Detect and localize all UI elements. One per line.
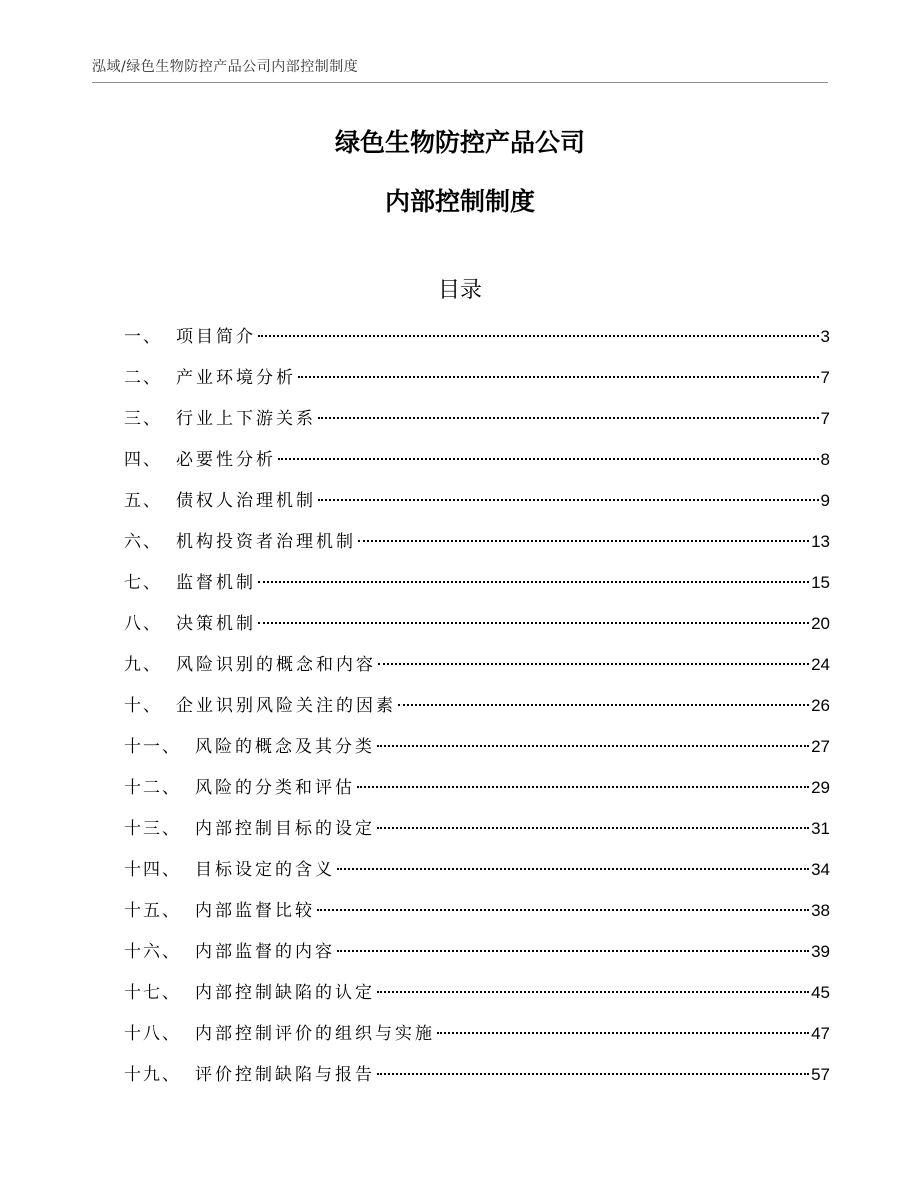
toc-dot-leader [337, 868, 809, 870]
toc-entry-title: 项目简介 [176, 327, 256, 347]
toc-entry[interactable] [124, 814, 830, 855]
toc-entry-title: 评价控制缺陷与报告 [195, 1065, 375, 1085]
toc-entry-title: 风险的概念及其分类 [195, 737, 375, 757]
toc-entry-title: 风险识别的概念和内容 [176, 655, 376, 675]
toc-entry-page: 57 [811, 1065, 830, 1084]
toc-entry-number: 十四、 [124, 860, 181, 880]
toc-entry-page: 31 [811, 819, 830, 838]
toc-dot-leader [398, 704, 809, 706]
toc-entry-number: 九、 [124, 655, 162, 675]
toc-dot-leader [298, 376, 819, 378]
toc-entry-title: 目标设定的含义 [195, 860, 335, 880]
toc-entry[interactable] [124, 691, 830, 732]
toc-entry[interactable] [124, 1019, 830, 1060]
toc-entry-page: 38 [811, 901, 830, 920]
toc-entry[interactable] [124, 486, 830, 527]
toc-entry-number: 十八、 [124, 1024, 181, 1044]
toc-entry-page: 24 [811, 655, 830, 674]
toc-entry[interactable] [124, 445, 830, 486]
toc-entry[interactable] [124, 568, 830, 609]
toc-entry-page: 15 [811, 573, 830, 592]
toc-entry-number: 十五、 [124, 901, 181, 921]
toc-entry-title: 风险的分类和评估 [195, 778, 355, 798]
toc-dot-leader [437, 1032, 809, 1034]
toc-entry[interactable] [124, 609, 830, 650]
toc-entry[interactable] [124, 527, 830, 568]
toc-entry[interactable] [124, 650, 830, 691]
toc-entry-title: 内部监督比较 [195, 901, 315, 921]
toc-entry-number: 十三、 [124, 819, 181, 839]
toc-entry-title: 内部控制评价的组织与实施 [195, 1024, 435, 1044]
toc-entry-number: 八、 [124, 614, 162, 634]
toc-entry-number: 二、 [124, 368, 162, 388]
toc-dot-leader [358, 540, 809, 542]
toc-entry[interactable] [124, 855, 830, 896]
toc-entry[interactable] [124, 404, 830, 445]
toc-entry[interactable] [124, 773, 830, 814]
toc-entry-page: 3 [820, 327, 830, 346]
toc-entry-number: 十九、 [124, 1065, 181, 1085]
toc-entry-number: 十七、 [124, 983, 181, 1003]
toc-entry-page: 45 [811, 983, 830, 1002]
toc-dot-leader [258, 581, 809, 583]
toc-entry-page: 26 [811, 696, 830, 715]
toc-entry-page: 39 [811, 942, 830, 961]
running-header: 泓域/绿色生物防控产品公司内部控制制度 [92, 59, 359, 75]
toc-entry-number: 七、 [124, 573, 162, 593]
toc-entry-number: 十、 [124, 696, 162, 716]
toc-dot-leader [377, 745, 809, 747]
toc-dot-leader [258, 335, 819, 337]
toc-entry-number: 六、 [124, 532, 162, 552]
toc-entry-title: 内部控制目标的设定 [195, 819, 375, 839]
toc-entry-title: 决策机制 [176, 614, 256, 634]
toc-dot-leader [317, 909, 809, 911]
toc-entry-page: 34 [811, 860, 830, 879]
toc-entry[interactable] [124, 978, 830, 1019]
toc-entry-title: 机构投资者治理机制 [176, 532, 356, 552]
toc-entry-number: 十六、 [124, 942, 181, 962]
toc-entry-title: 企业识别风险关注的因素 [176, 696, 396, 716]
toc-entry-number: 一、 [124, 327, 162, 347]
toc-entry[interactable] [124, 363, 830, 404]
toc-entry-page: 27 [811, 737, 830, 756]
toc-entry-page: 29 [811, 778, 830, 797]
document-subtitle: 内部控制制度 [384, 187, 535, 216]
table-of-contents [124, 322, 830, 1101]
toc-dot-leader [378, 663, 809, 665]
toc-entry-page: 9 [820, 491, 830, 510]
toc-dot-leader [377, 827, 809, 829]
toc-entry-title: 内部控制缺陷的认定 [195, 983, 375, 1003]
toc-entry-title: 监督机制 [176, 573, 256, 593]
toc-entry-title: 必要性分析 [176, 450, 276, 470]
toc-entry-page: 7 [820, 409, 830, 428]
toc-entry[interactable] [124, 732, 830, 773]
toc-dot-leader [377, 991, 809, 993]
toc-entry-page: 13 [811, 532, 830, 551]
toc-dot-leader [318, 417, 819, 419]
toc-entry-number: 十二、 [124, 778, 181, 798]
toc-entry-page: 7 [820, 368, 830, 387]
toc-entry-page: 8 [820, 450, 830, 469]
toc-dot-leader [357, 786, 809, 788]
toc-entry-title: 产业环境分析 [176, 368, 296, 388]
toc-dot-leader [258, 622, 809, 624]
toc-entry[interactable] [124, 937, 830, 978]
document-title: 绿色生物防控产品公司 [334, 128, 585, 157]
toc-entry-page: 20 [811, 614, 830, 633]
toc-dot-leader [278, 458, 819, 460]
toc-entry-title: 内部监督的内容 [195, 942, 335, 962]
toc-entry-title: 行业上下游关系 [176, 409, 316, 429]
toc-entry-number: 十一、 [124, 737, 181, 757]
toc-entry-number: 五、 [124, 491, 162, 511]
toc-entry[interactable] [124, 1060, 830, 1101]
toc-entry-number: 三、 [124, 409, 162, 429]
toc-entry-number: 四、 [124, 450, 162, 470]
toc-entry-title: 债权人治理机制 [176, 491, 316, 511]
toc-dot-leader [377, 1073, 809, 1075]
toc-heading: 目录 [437, 278, 482, 303]
toc-dot-leader [318, 499, 819, 501]
toc-dot-leader [337, 950, 809, 952]
toc-entry[interactable] [124, 322, 830, 363]
toc-entry-page: 47 [811, 1024, 830, 1043]
header-divider [92, 82, 828, 83]
toc-entry[interactable] [124, 896, 830, 937]
